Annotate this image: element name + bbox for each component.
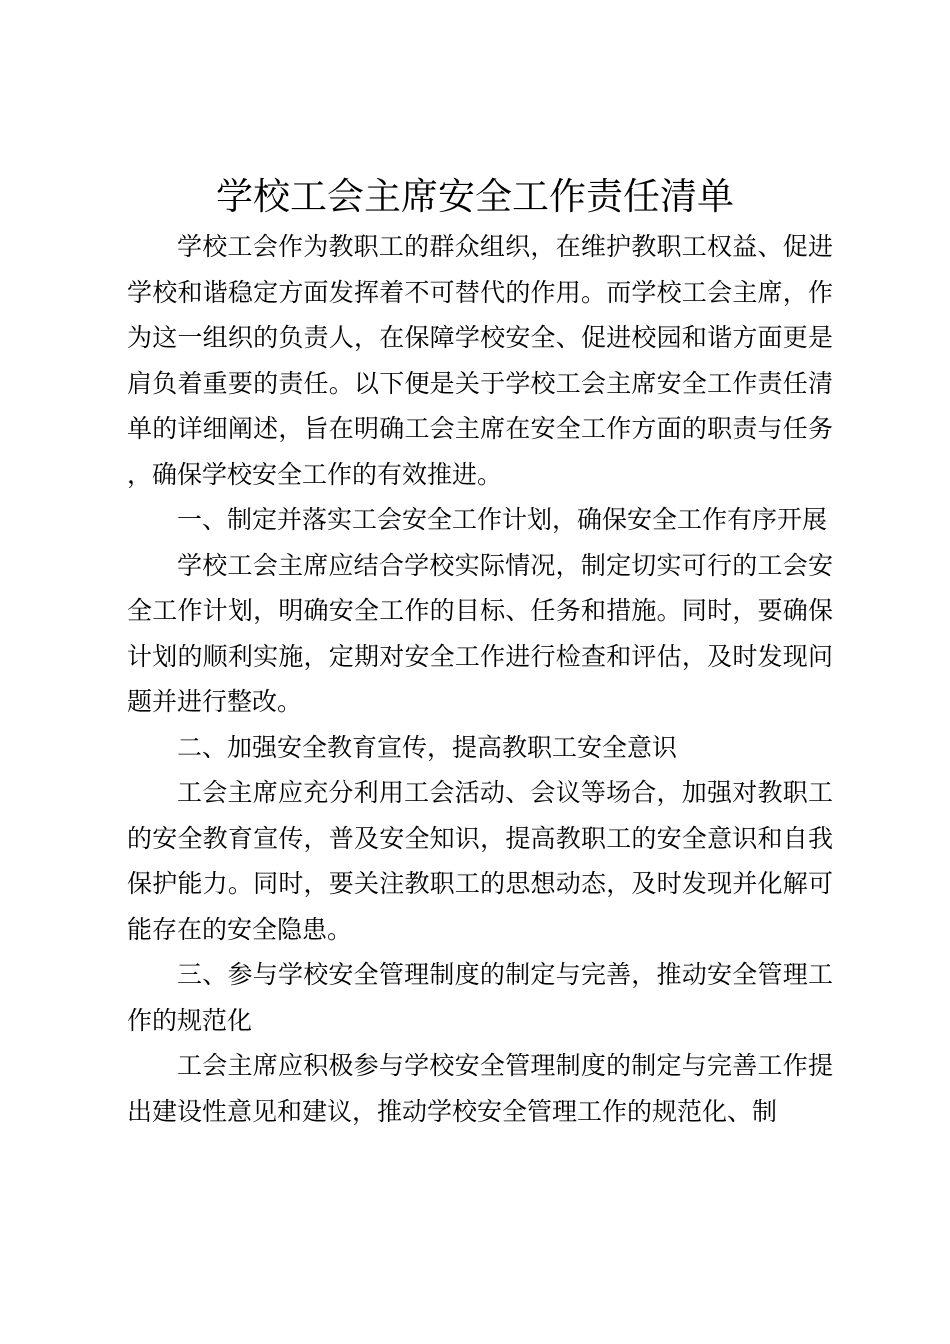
section-heading-2: 二、加强安全教育宣传，提高教职工安全意识 [177, 732, 678, 762]
section-paragraph-3: 工会主席应积极参与学校安全管理制度的制定与完善工作提出建设性意见和建议，推动学校安全管理工作的规范化、制 [127, 1051, 833, 1126]
document-body [127, 224, 833, 1134]
section-heading-1: 一、制定并落实工会安全工作计划，确保安全工作有序开展 [177, 505, 828, 534]
intro-paragraph: 学校工会作为教职工的群众组织，在维护教职工权益、促进学校和谐稳定方面发挥着不可替代的作用。而学校工会主席，作为这一组织的负责人，在保障学校安全、促进校园和谐方面更是肩负着重要的责任。以下便是关于学校工会主席安全工作责任清单的详细阐述，旨在明确工会主席在安全工作方面的职责与任务，确保学校安全工作的有效推进。 [127, 232, 833, 489]
section-paragraph-2: 工会主席应充分利用工会活动、会议等场合，加强对教职工的安全教育宣传，普及安全知识，提高教职工的安全意识和自我保护能力。同时，要关注教职工的思想动态，及时发现并化解可能存在的安全隐患。 [127, 778, 833, 944]
section-paragraph-1: 学校工会主席应结合学校实际情况，制定切实可行的工会安全工作计划，明确安全工作的目标、任务和措施。同时，要确保计划的顺利实施，定期对安全工作进行检查和评估，及时发现问题并进行整改。 [127, 550, 833, 716]
document-title: 学校工会主席安全工作责任清单 [216, 175, 734, 218]
section-heading-3: 三、参与学校安全管理制度的制定与完善，推动安全管理工作的规范化 [127, 960, 833, 1035]
